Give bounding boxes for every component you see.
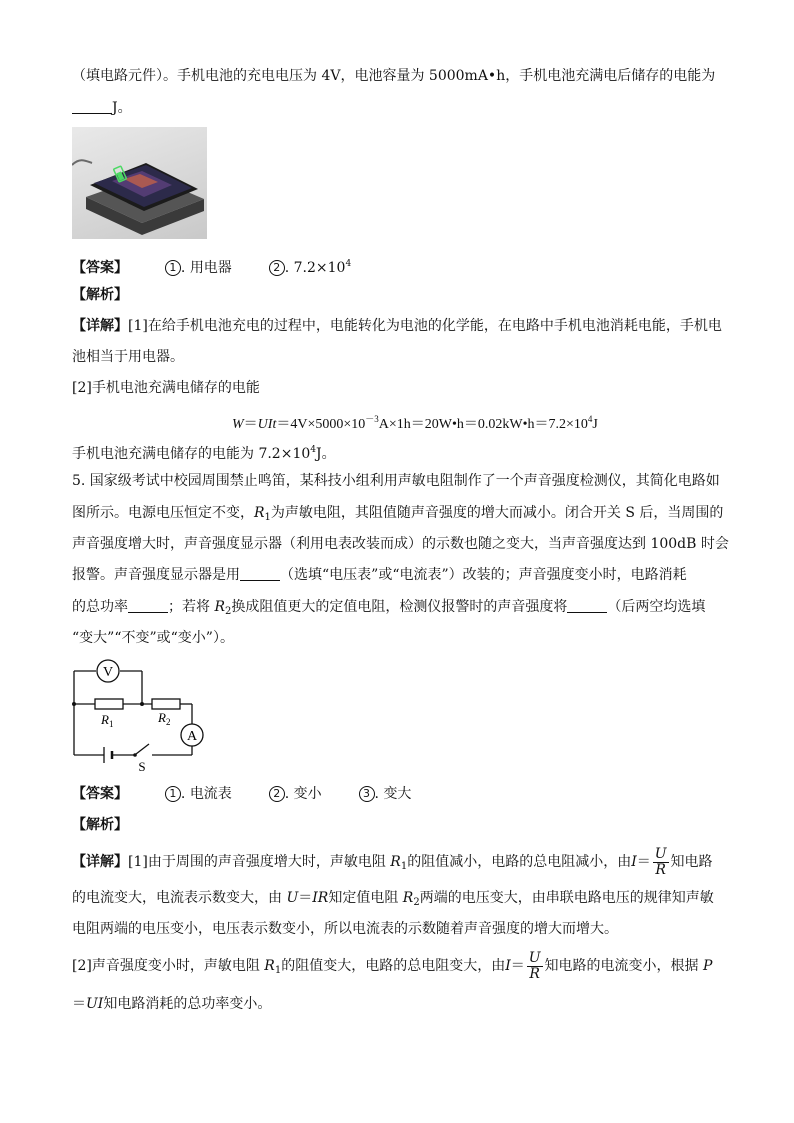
q4-detail-line2: 池相当于用电器。 bbox=[72, 349, 184, 365]
q4-conclusion-exp: 4 bbox=[310, 445, 316, 455]
answer-blank bbox=[72, 99, 112, 114]
wireless-charger-photo bbox=[72, 127, 207, 239]
circled-2-icon: 2 bbox=[269, 786, 285, 802]
q5-line5-R: R bbox=[214, 599, 225, 615]
resistor-r2-icon bbox=[152, 699, 180, 709]
q5-d1-sub: 1 bbox=[400, 861, 408, 872]
q5-stem-line2 bbox=[72, 503, 723, 528]
q5-line4-a: 报警。声音强度显示器是用 bbox=[72, 567, 240, 583]
q5-d4-sub: 1 bbox=[274, 965, 282, 976]
q4-detail1-text: [1]在给手机电池充电的过程中，电能转化为电池的化学能，在电路中手机电池消耗电能，手机电 bbox=[128, 318, 722, 334]
circled-3-icon: 3 bbox=[359, 786, 375, 802]
q5-analysis-label: 【解析】 bbox=[72, 817, 128, 833]
formula-eq: ＝ bbox=[243, 417, 258, 432]
answer-blank bbox=[128, 598, 168, 613]
charger-phone-icon bbox=[72, 127, 207, 239]
q5-stem-line3: 声音强度增大时，声音强度显示器（利用电表改装而成）的示数也随之变大，当声音强度达到 100dB 时会 bbox=[72, 536, 729, 552]
resistor-r1-icon bbox=[95, 699, 123, 709]
q5-d4-P: P bbox=[703, 958, 713, 974]
q4-answer-2-exp: 4 bbox=[345, 259, 352, 269]
q5-d2-U: U bbox=[286, 890, 299, 906]
q5-line5-c: 换成阻值更大的定值电阻，检测仪报警时的声音强度将 bbox=[231, 599, 568, 615]
circled-1-icon: 1 bbox=[165, 260, 181, 276]
voltmeter-label: V bbox=[102, 665, 114, 680]
q4-answer-2: 7.2×10 bbox=[293, 260, 346, 276]
q4-text-line2 bbox=[72, 98, 132, 118]
ohm-fraction bbox=[653, 847, 669, 878]
q4-detail2-line: [2]手机电池充满电储存的电能 bbox=[72, 380, 260, 396]
fraction-numerator: U bbox=[654, 845, 667, 862]
q4-conclusion-pre: 手机电池充满电储存的电能为 7.2×10 bbox=[72, 446, 311, 462]
q5-d2-sub: 2 bbox=[413, 897, 420, 908]
formula-UIt: UIt bbox=[257, 417, 277, 432]
detail-label: 【详解】 bbox=[72, 854, 128, 870]
q5-detail-line1 bbox=[72, 845, 713, 884]
r2-label: $R_2$ bbox=[158, 710, 171, 727]
q5-stem-line6: “变大”“不变”或“变小”）。 bbox=[72, 630, 234, 646]
answer-label: 【答案】 bbox=[72, 260, 128, 276]
formula-W: W bbox=[232, 417, 244, 432]
answer-blank bbox=[240, 566, 280, 581]
q5-d1-R: R bbox=[390, 854, 401, 870]
fraction-denominator: R bbox=[529, 965, 540, 982]
q5-d5-b: 知电路消耗的总功率变小。 bbox=[103, 996, 272, 1012]
q5-line2-R: R bbox=[254, 505, 265, 521]
ohm-I: I bbox=[505, 958, 511, 974]
formula-part2: A×1h＝20W•h＝0.02kW•h＝7.2×10 bbox=[378, 417, 588, 432]
ohm-fraction bbox=[527, 951, 543, 982]
q4-conclusion-post: J。 bbox=[316, 446, 336, 462]
q5-stem-line1: 5. 国家级考试中校园周围禁止鸣笛，某科技小组利用声敏电阻制作了一个声音强度检测仪，其简化电路如 bbox=[72, 473, 720, 489]
q5-line5-d: （后两空均选填 bbox=[607, 599, 706, 615]
q5-line5-sub: 2 bbox=[225, 606, 232, 617]
formula-unit: J bbox=[592, 417, 598, 432]
q4-text-line1: （填电路元件）。手机电池的充电电压为 4V，电池容量为 5000mA•h，手机电池充满电后储存的电能为 bbox=[72, 68, 716, 84]
circuit-diagram bbox=[70, 657, 210, 772]
q4-energy-formula bbox=[232, 409, 598, 435]
answer-blank bbox=[567, 598, 607, 613]
q5-d1-c: 知电路 bbox=[670, 854, 713, 870]
q5-line4-b: （选填“电压表”或“电流表”）改装的；声音强度变小时，电路消耗 bbox=[280, 567, 687, 583]
q5-d4-c: 知电路的电流变小，根据 bbox=[544, 958, 703, 974]
q5-line2-b: 为声敏电阻，其阻值随声音强度的增大而减小。闭合开关 S 后，当周围的 bbox=[270, 505, 724, 521]
q4-answer-row: 【答案】 1 . 用电器 2 . $7.2\times 10^4$ bbox=[72, 259, 352, 276]
q4-line2-suffix: J。 bbox=[112, 100, 132, 116]
q5-d5-UI: UI bbox=[86, 996, 104, 1012]
q5-d4-R: R bbox=[264, 958, 275, 974]
q5-d2-c: 两端的电压变大，由串联电路电压的规律知声敏 bbox=[419, 890, 714, 906]
q5-d2-b: 知定值电阻 bbox=[328, 890, 403, 906]
circled-2-icon: 2 bbox=[269, 260, 285, 276]
ammeter-label: A bbox=[186, 729, 198, 744]
fraction-numerator: U bbox=[528, 949, 541, 966]
q4-detail-line1 bbox=[72, 316, 722, 336]
q5-line5-a: 的总功率 bbox=[72, 599, 128, 615]
junction-dot-icon bbox=[140, 702, 144, 706]
q5-stem-line4 bbox=[72, 565, 687, 585]
q5-answer-2: 变小 bbox=[293, 786, 322, 802]
q5-d4-b: 的阻值变大，电路的总电阻变大，由 bbox=[281, 958, 506, 974]
junction-dot-icon bbox=[72, 702, 76, 706]
ohm-I: I bbox=[631, 854, 637, 870]
q4-conclusion bbox=[72, 440, 336, 464]
q5-detail-line4 bbox=[72, 949, 712, 988]
switch-label: S bbox=[138, 759, 146, 772]
q5-line2-sub: 1 bbox=[264, 512, 271, 523]
answer-label: 【答案】 bbox=[72, 786, 128, 802]
q5-d2-IR: IR bbox=[312, 890, 329, 906]
q4-answer-1: 用电器 bbox=[189, 260, 232, 276]
q5-d2-eq: ＝ bbox=[298, 890, 313, 906]
q5-d2-a: 的电流变大，电流表示数变大，由 bbox=[72, 890, 287, 906]
q5-line5-b: ；若将 bbox=[168, 599, 215, 615]
detail-label: 【详解】 bbox=[72, 318, 128, 334]
q5-d1-b: 的阻值减小，电路的总电阻减小，由 bbox=[407, 854, 632, 870]
q5-answer-row: 【答案】 1 . 电流表 2 . 变小 3 . 变大 bbox=[72, 786, 412, 802]
switch-pivot-icon bbox=[133, 753, 137, 757]
formula-part1: ＝4V×5000×10 bbox=[276, 417, 366, 432]
q5-line2-a: 图所示。电源电压恒定不变， bbox=[72, 505, 254, 521]
q5-detail-line3: 电阻两端的电压变小，电压表示数变小，所以电流表的示数随着声音强度的增大而增大。 bbox=[72, 921, 618, 937]
q5-d1-a: [1]由于周围的声音强度增大时，声敏电阻 bbox=[128, 854, 391, 870]
q5-d4-a: [2]声音强度变小时，声敏电阻 bbox=[72, 958, 265, 974]
q5-d5-a: ＝ bbox=[72, 996, 86, 1012]
q4-analysis-label: 【解析】 bbox=[72, 287, 128, 303]
q5-answer-3: 变大 bbox=[383, 786, 412, 802]
fraction-denominator: R bbox=[655, 861, 666, 878]
formula-exp1: －3 bbox=[365, 414, 379, 424]
ohm-eq: ＝ bbox=[636, 854, 651, 870]
q5-detail-line5 bbox=[72, 994, 271, 1014]
ohm-eq: ＝ bbox=[510, 958, 525, 974]
r1-label: $R_1$ bbox=[101, 712, 114, 729]
formula-exp2: 4 bbox=[587, 414, 593, 424]
q5-stem-line5 bbox=[72, 597, 705, 622]
q5-detail-line2 bbox=[72, 888, 714, 913]
q5-answer-1: 电流表 bbox=[189, 786, 232, 802]
circled-1-icon: 1 bbox=[165, 786, 181, 802]
q5-d2-R: R bbox=[402, 890, 414, 906]
